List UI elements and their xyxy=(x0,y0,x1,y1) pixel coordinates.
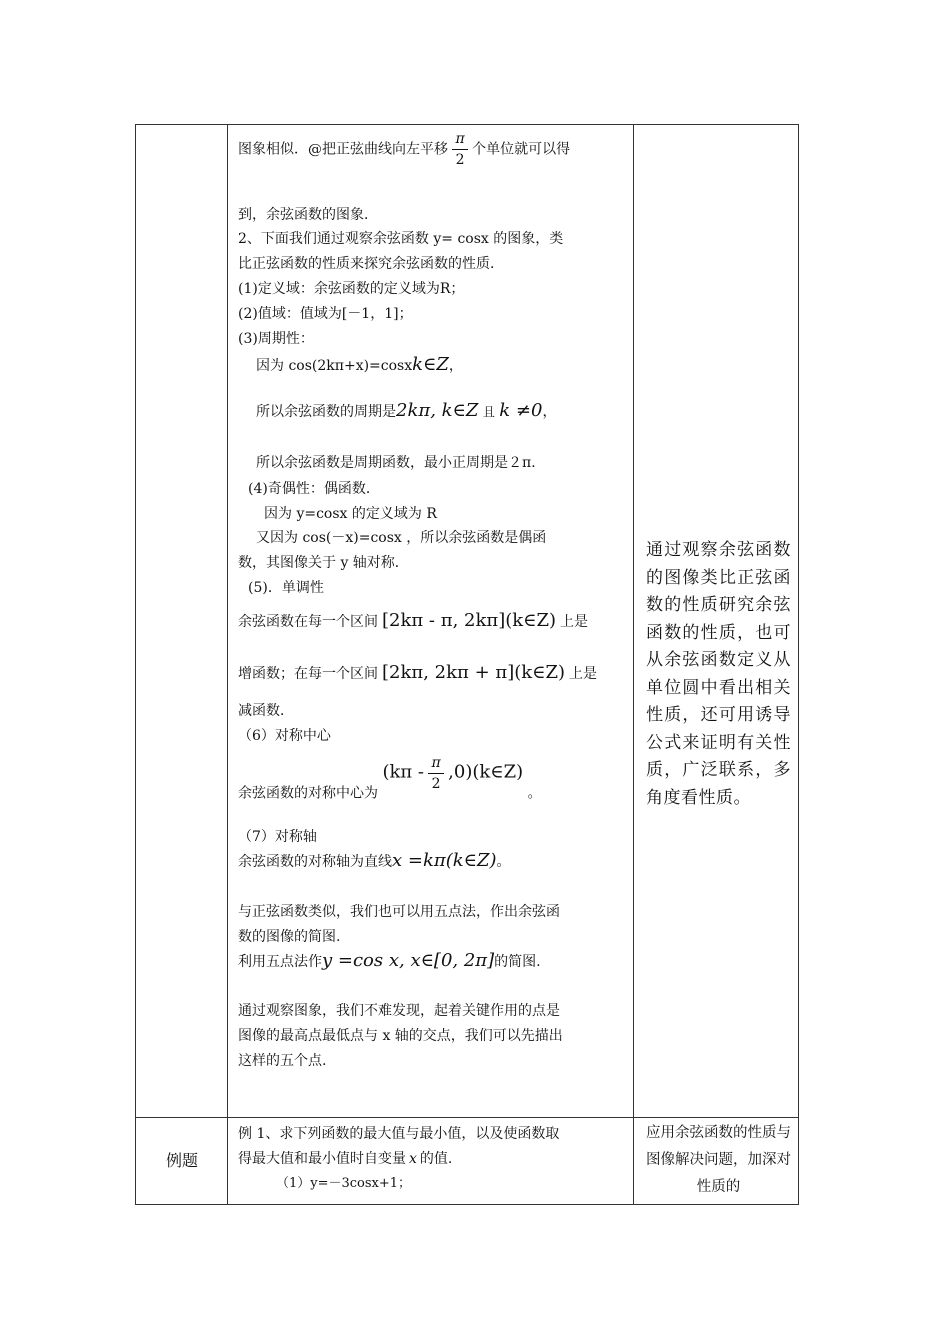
notes-cell xyxy=(634,1118,799,1205)
text-line: （6）对称中心 xyxy=(238,728,331,744)
text-line: 图象相似．@把正弦曲线向左平移 $\frac{\pi}{2}$ 个单位就可以得 xyxy=(238,131,571,168)
text-line: 到，余弦函数的图象． xyxy=(238,207,378,223)
design-note: 通过观察余弦函数的图像类比正弦函数的性质研究余弦函数的性质，也可从余弦函数定义从单位圆中看出相关性质，还可用诱导公式来证明有关性质，广泛联系，多角度看性质。 xyxy=(646,540,791,808)
text-line: （7）对称轴 xyxy=(238,829,317,845)
text-line: 所以余弦函数是周期函数，最小正周期是２π． xyxy=(256,455,546,471)
text-line: 这样的五个点. xyxy=(238,1053,327,1069)
text-line: 数的图像的简图. xyxy=(238,929,341,945)
text-line: 与正弦函数类似，我们也可以用五点法，作出余弦函 xyxy=(238,904,560,920)
design-note: 应用余弦函数的性质与图像解决问题，加深对性质的 xyxy=(646,1125,791,1195)
text-line: (5)．单调性 xyxy=(248,580,324,596)
text-line: 增函数；在每一个区间 [2kπ, 2kπ + π](k∈Z) 上是 xyxy=(238,662,598,683)
text-line: 例 1、求下列函数的最大值与最小值，以及使函数取 xyxy=(238,1126,560,1142)
table-row xyxy=(136,125,799,1118)
text-line: 图像的最高点最低点与 x 轴的交点，我们可以先描出 xyxy=(238,1028,563,1044)
text-line: (4)奇偶性：偶函数． xyxy=(248,481,380,497)
text-line: 通过观察图象，我们不难发现，起着关键作用的点是 xyxy=(238,1003,560,1019)
text-line: 余弦函数在每一个区间 [2kπ - π, 2kπ](k∈Z) 上是 xyxy=(238,610,589,631)
row-label-cell xyxy=(136,1118,228,1205)
text-line: 得最大值和最小值时自变量 x 的值. xyxy=(238,1151,453,1167)
table-row xyxy=(136,1118,799,1205)
text-line: 因为 y=cosx 的定义域为 R xyxy=(264,506,437,522)
text-line: (2)值域：值域为[－1，1]； xyxy=(238,306,413,322)
lesson-table xyxy=(135,124,799,1205)
text-line: (3)周期性： xyxy=(238,331,314,347)
row-label: 例题 xyxy=(165,1151,198,1170)
content-cell xyxy=(228,1118,634,1205)
content-cell xyxy=(228,125,634,1118)
fraction: $\frac{\pi}{2}$ xyxy=(428,753,443,794)
text-line: 比正弦函数的性质来探究余弦函数的性质． xyxy=(238,256,504,272)
text-line: 余弦函数的对称轴为直线x =kπ(k∈Z)。 xyxy=(238,850,511,871)
text-line: 又因为 cos(－x)=cosx ，所以余弦函数是偶函 xyxy=(256,530,547,546)
text-line: 利用五点法作y =cos x, x∈[0, 2π]的简图. xyxy=(238,950,541,971)
text-line: 因为 cos(2kπ+x)=cosxk∈Z， xyxy=(256,354,463,375)
text-line: 余弦函数的对称中心为 (kπ - $\frac{\pi}{2}$ ,0)(k∈Z) 。 xyxy=(238,755,542,802)
row-label-cell-empty xyxy=(136,125,228,1118)
text-line: 2、下面我们通过观察余弦函数 y= cosx 的图象，类 xyxy=(238,231,564,247)
fraction: $\frac{\pi}{2}$ xyxy=(452,129,467,170)
text-line: 所以余弦函数的周期是2kπ, k∈Z 且 k ≠0， xyxy=(256,400,557,421)
text-line: 数，其图像关于 y 轴对称． xyxy=(238,555,409,571)
text-line: （1）y=－3cosx+1； xyxy=(276,1176,412,1191)
notes-cell xyxy=(634,125,799,1118)
text-line: 减函数． xyxy=(238,703,294,719)
text-line: (1)定义域：余弦函数的定义域为R； xyxy=(238,281,465,297)
